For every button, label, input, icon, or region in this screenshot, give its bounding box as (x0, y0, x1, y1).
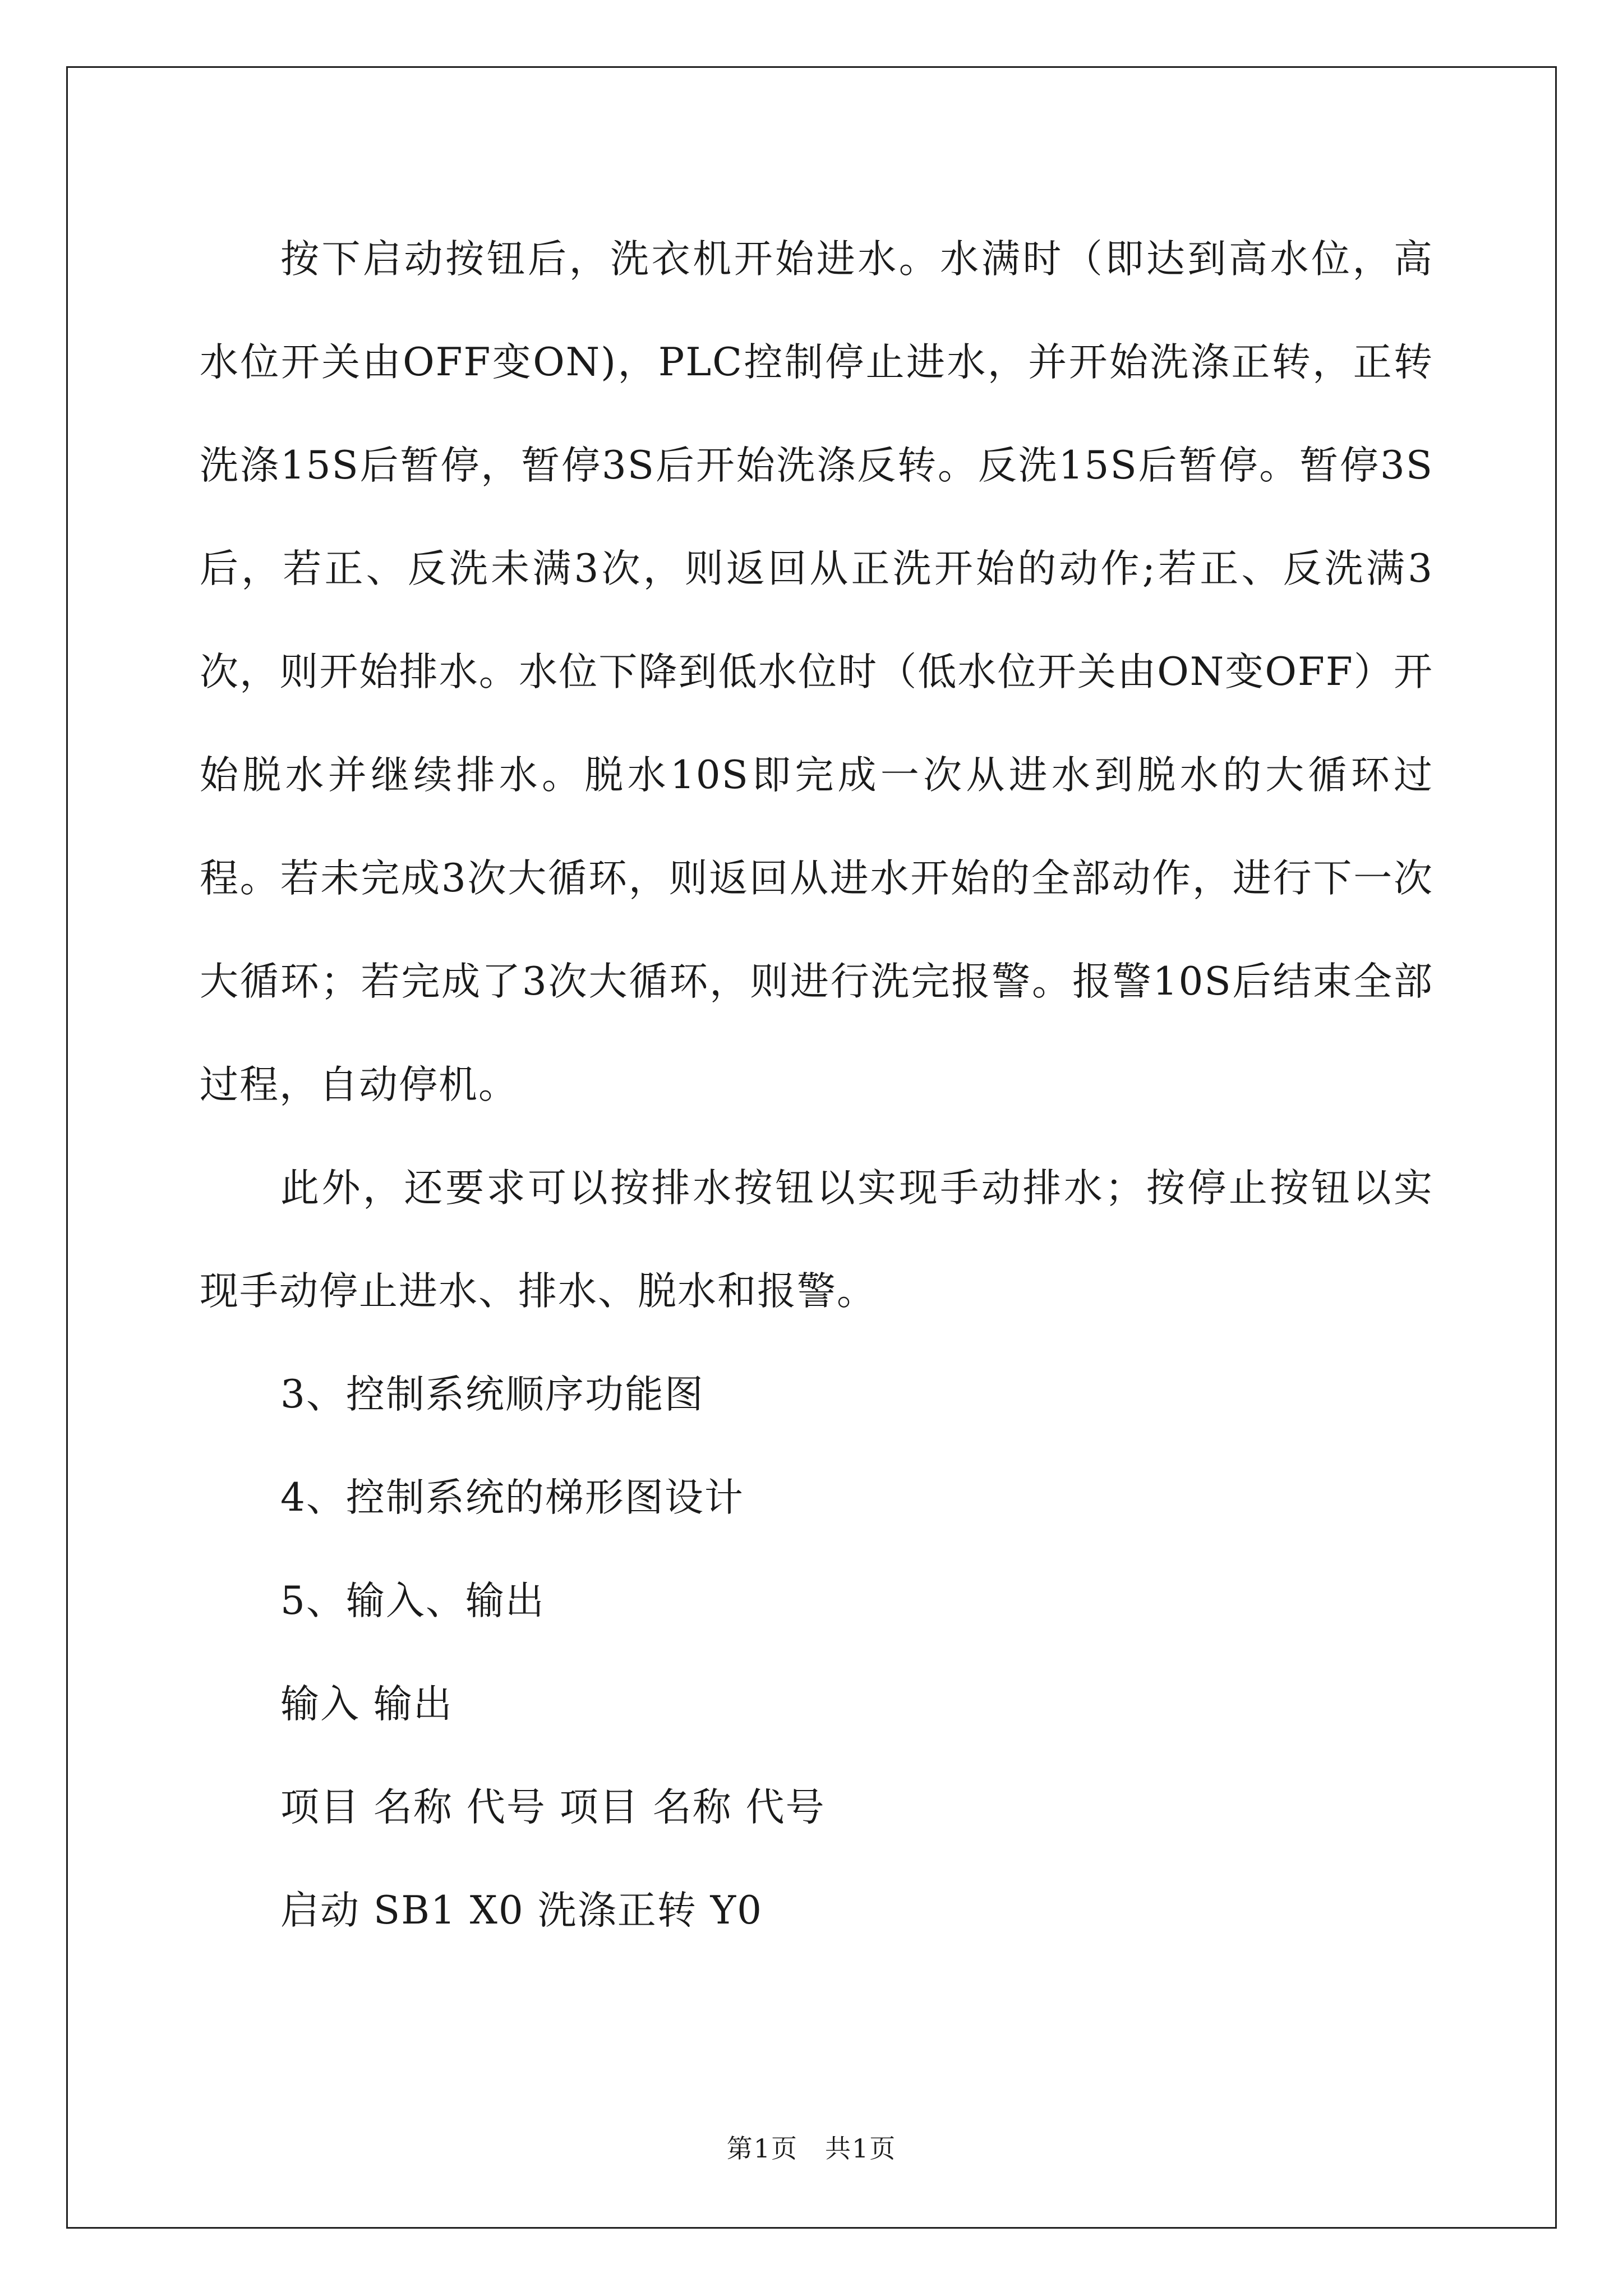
section-heading-io: 5、输入、输出 (280, 1579, 545, 1623)
paragraph-washing-process: 按下启动按钮后，洗衣机开始进水。水满时（即达到高水位，高水位开关由OFF变ON)，PLC控制停止进水，并开始洗涤正转，正转洗涤15S后暂停，暂停3S后开始洗涤反转。反洗15S后暂停。暂停3S后，若正、反洗未满3次，则返回从正洗开始的动作;若正、反洗满3次，则开始排水。水位下降到低水位时（低水位开关由ON变OFF）开始脱水并继续排水。脱水10S即完成一次从进水到脱水的大循环过程。若未完成3次大循环，则返回从进水开始的全部动作，进行下一次大循环；若完成了3次大循环，则进行洗完报警。报警10S后结束全部过程，自动停机。 (200, 237, 1433, 1107)
document-body (200, 208, 1433, 1962)
io-table-row: 启动 SB1 X0 洗涤正转 Y0 (280, 1888, 763, 1933)
io-table-header-groups: 输入 输出 (280, 1682, 453, 1727)
section-heading-ladder-diagram: 4、控制系统的梯形图设计 (280, 1475, 744, 1520)
page-number: 第1页 共1页 (726, 2133, 897, 2164)
io-table-column-headers: 项目 名称 代号 项目 名称 代号 (280, 1785, 826, 1830)
section-heading-sequence-diagram: 3、控制系统顺序功能图 (280, 1372, 704, 1417)
paragraph-manual-controls: 此外，还要求可以按排水按钮以实现手动排水；按停止按钮以实现手动停止进水、排水、脱水和报警。 (200, 1166, 1433, 1314)
